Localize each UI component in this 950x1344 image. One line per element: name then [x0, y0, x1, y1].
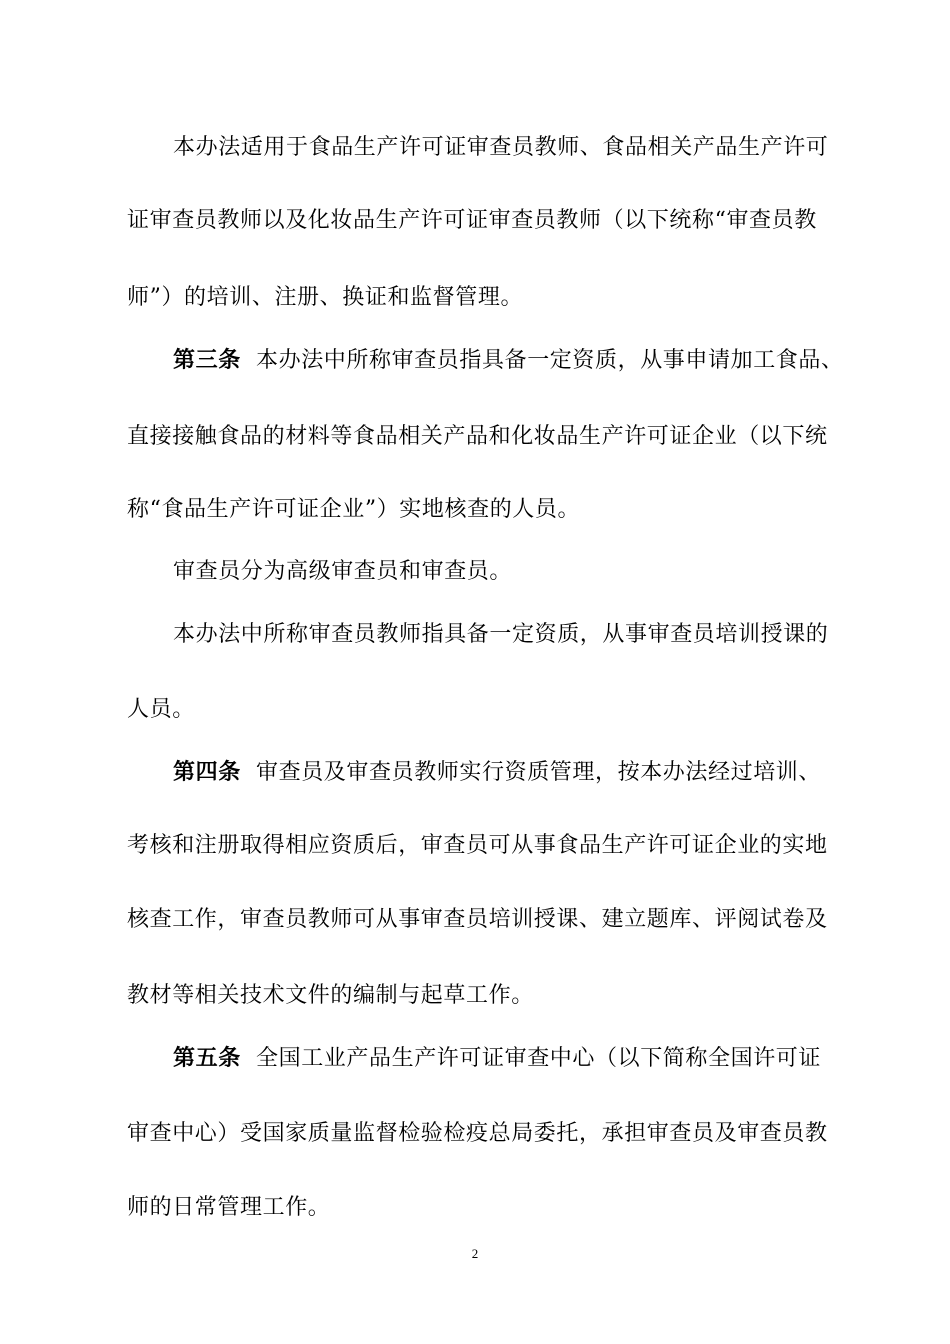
paragraph-line: 本办法中所称审查员教师指具备一定资质，从事审查员培训授课的: [173, 622, 829, 647]
article-heading: 第三条: [173, 347, 241, 373]
article-line: [173, 1043, 821, 1074]
paragraph-line: 本办法适用于食品生产许可证审查员教师、食品相关产品生产许可: [173, 135, 829, 160]
article-text: 本办法中所称审查员指具备一定资质，从事申请加工食品、: [256, 348, 844, 373]
page-number: 2: [471, 1246, 479, 1261]
paragraph-line: 证审查员教师以及化妆品生产许可证审查员教师（以下统称“审查员教: [127, 208, 817, 233]
paragraph-line: 核查工作，审查员教师可从事审查员培训授课、建立题库、评阅试卷及: [127, 907, 828, 932]
paragraph-line: 人员。: [127, 697, 195, 722]
paragraph-line: 审查中心）受国家质量监督检验检疫总局委托，承担审查员及审查员教: [127, 1121, 828, 1146]
article-heading: 第四条: [173, 759, 241, 785]
article-line: [173, 757, 821, 788]
paragraph-line: 考核和注册取得相应资质后，审查员可从事食品生产许可证企业的实地: [127, 833, 828, 858]
article-heading: 第五条: [173, 1045, 241, 1071]
paragraph-line: 师的日常管理工作。: [127, 1195, 331, 1220]
paragraph-line: 教材等相关技术文件的编制与起草工作。: [127, 983, 534, 1008]
paragraph-line: 师”）的培训、注册、换证和监督管理。: [127, 285, 524, 310]
paragraph-line: 直接接触食品的材料等食品相关产品和化妆品生产许可证企业（以下统: [127, 424, 828, 449]
paragraph-line: 审查员分为高级审查员和审查员。: [173, 559, 513, 584]
article-text: 全国工业产品生产许可证审查中心（以下简称全国许可证: [256, 1046, 822, 1071]
article-text: 审查员及审查员教师实行资质管理，按本办法经过培训、: [256, 760, 822, 785]
article-line: [173, 345, 844, 376]
paragraph-line: 称“食品生产许可证企业”）实地核查的人员。: [127, 497, 581, 522]
